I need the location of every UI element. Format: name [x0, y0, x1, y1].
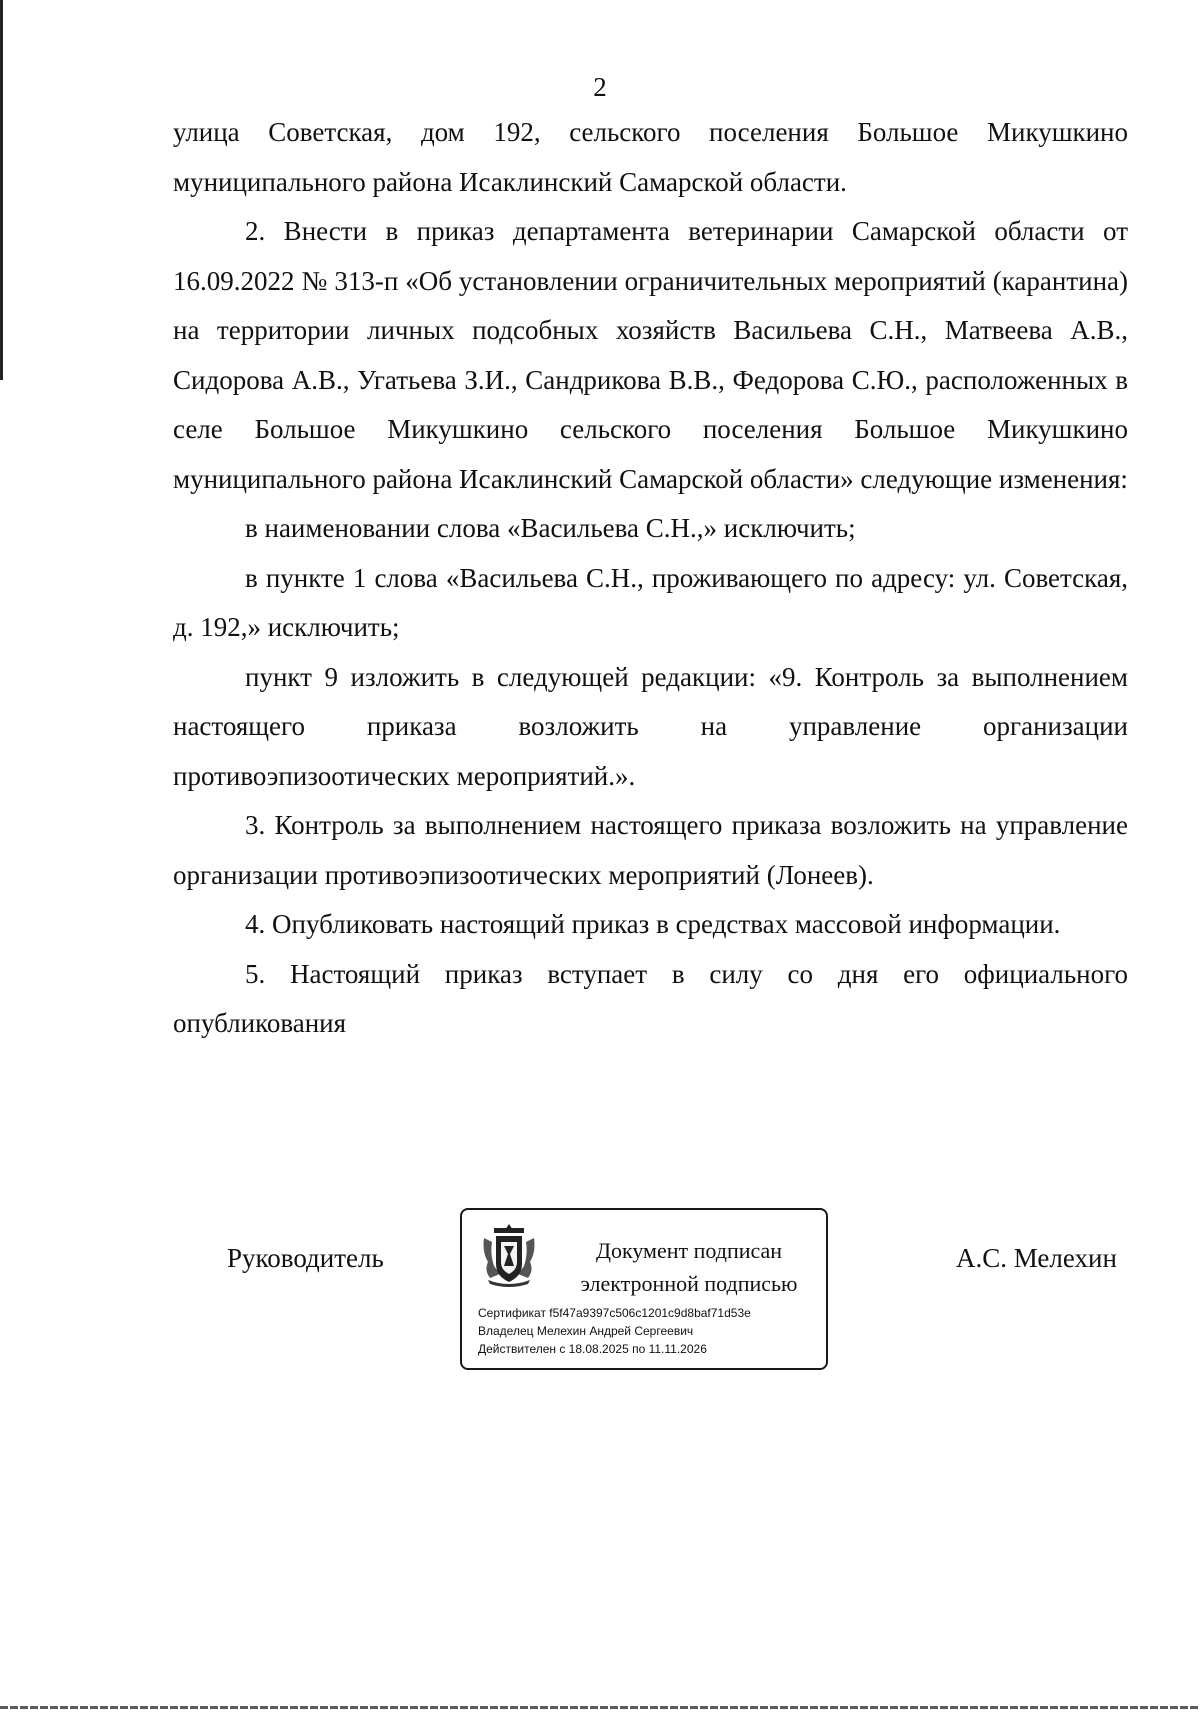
electronic-signature-stamp	[460, 1208, 828, 1370]
paragraph-continuation: улица Советская, дом 192, сельского поселения Большое Микушкино муниципального района Исаклинский Самарской области.	[173, 117, 1128, 197]
signature-block	[0, 1208, 1200, 1373]
stamp-certificate: Сертификат f5f47a9397c506c1201c9d8baf71d53e	[478, 1306, 751, 1320]
document-body	[173, 108, 1128, 1049]
stamp-owner: Владелец Мелехин Андрей Сергеевич	[478, 1324, 694, 1338]
scan-edge-bottom	[0, 1706, 1200, 1709]
paragraph-item-4: 4. Опубликовать настоящий приказ в средствах массовой информации.	[245, 909, 1061, 939]
paragraph-subitem-point-1: в пункте 1 слова «Васильева С.Н., проживающего по адресу: ул. Советская, д. 192,» исключить;	[173, 562, 1128, 642]
paragraph-item-3: 3. Контроль за выполнением настоящего приказа возложить на управление организации противоэпизоотических мероприятий (Лонеев).	[173, 810, 1128, 890]
stamp-title	[558, 1234, 820, 1300]
paragraph-item-2: 2. Внести в приказ департамента ветеринарии Самарской области от 16.09.2022 № 313-п «Об установлении ограничительных мероприятий (карантина) на территории личных подсобных хозяйств Васильева С.Н., Матвеева А.В., Сидорова А.В., Угатьева З.И., Сандрикова В.В., Федорова С.Ю., расположенных в селе Большое Микушкино сельского поселения Большое Микушкино муниципального района Исаклинский Самарской области» следующие изменения:	[173, 216, 1128, 494]
paragraph-subitem-point-9: пункт 9 изложить в следующей редакции: «9. Контроль за выполнением настоящего приказа возложить на управление организации противоэпизоотических мероприятий.».	[173, 661, 1128, 791]
page-number: 2	[593, 72, 607, 102]
stamp-title-line-2: электронной подписью	[580, 1271, 798, 1296]
stamp-validity: Действителен с 18.08.2025 по 11.11.2026	[478, 1342, 707, 1356]
paragraph-subitem-title: в наименовании слова «Васильева С.Н.,» исключить;	[245, 513, 856, 543]
paragraph-item-5: 5. Настоящий приказ вступает в силу со дня его официального опубликования	[173, 958, 1128, 1038]
scan-edge-left	[0, 0, 3, 380]
signer-role: Руководитель	[227, 1243, 384, 1273]
stamp-title-line-1: Документ подписан	[595, 1238, 783, 1263]
stamp-details	[478, 1304, 751, 1358]
coat-of-arms-icon	[480, 1222, 538, 1288]
signer-name: А.С. Мелехин	[956, 1243, 1117, 1273]
